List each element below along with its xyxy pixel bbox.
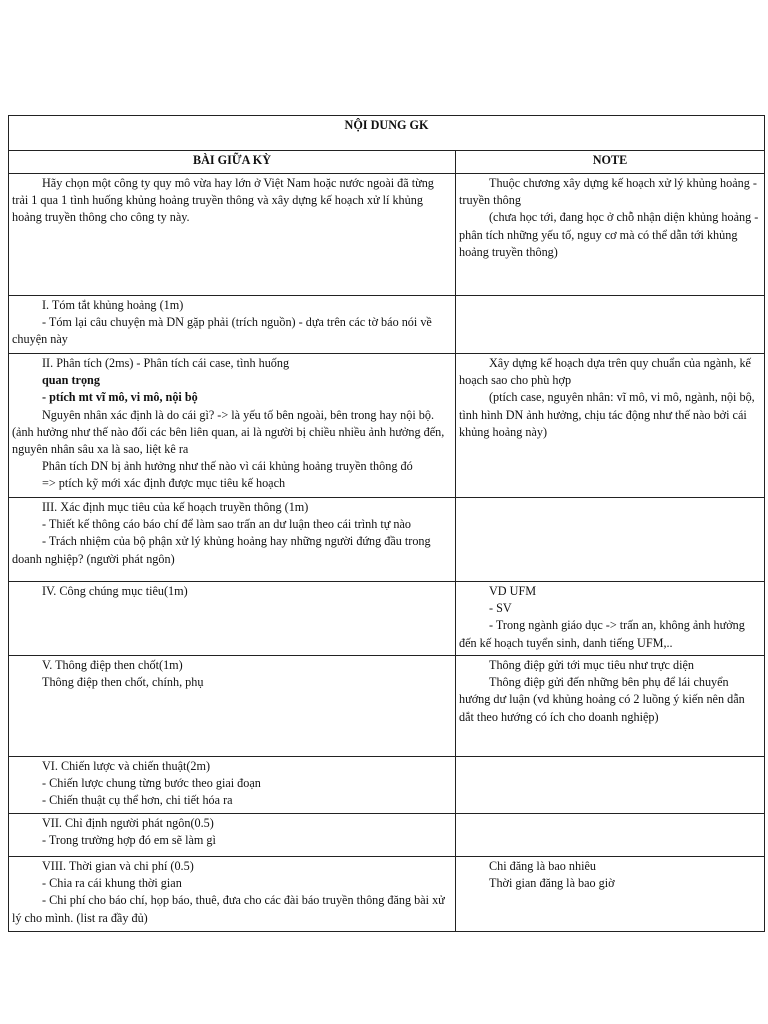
note-line: Thông điệp gửi đến những bên phụ để lái chuyển hướng dư luận (vd khủng hoảng có 2 luồng ý kiến nên dẫn dắt theo hướng có ích cho doanh nghiệp) bbox=[459, 675, 745, 724]
note-cell bbox=[456, 814, 765, 857]
table-row bbox=[9, 354, 765, 498]
content-table bbox=[8, 115, 765, 932]
assignment-line: VI. Chiến lược và chiến thuật(2m) bbox=[42, 759, 211, 773]
assignment-line: Hãy chọn một công ty quy mô vừa hay lớn ở Việt Nam hoặc nước ngoài đã từng trải 1 qua 1 tình huống khủng hoảng truyền thông và xây dựng kế hoạch xử lí khủng hoảng truyền thông cho công ty này. bbox=[12, 176, 434, 225]
assignment-line: - Trách nhiệm của bộ phận xử lý khủng hoảng hay những người đứng đầu trong doanh nghiệp? (người phát ngôn) bbox=[12, 534, 431, 566]
table-row bbox=[9, 656, 765, 757]
assignment-line: VIII. Thời gian và chi phí (0.5) bbox=[42, 859, 194, 873]
assignment-line: - ptích mt vĩ mô, vi mô, nội bộ bbox=[42, 390, 198, 405]
assignment-line: Thông điệp then chốt, chính, phụ bbox=[42, 675, 204, 690]
table-row bbox=[9, 296, 765, 354]
assignment-line: I. Tóm tắt khủng hoảng (1m) bbox=[42, 298, 184, 312]
assignment-cell bbox=[9, 857, 456, 932]
note-line: Xây dựng kế hoạch dựa trên quy chuẩn của ngành, kế hoạch sao cho phù hợp bbox=[459, 356, 751, 388]
assignment-cell bbox=[9, 814, 456, 857]
note-line: (chưa học tới, đang học ở chỗ nhận diện khủng hoảng - phân tích những yếu tố, nguy cơ mà có thể dẫn tới khủng hoảng truyền thông) bbox=[459, 210, 759, 259]
header-right: NOTE bbox=[456, 151, 765, 174]
assignment-cell bbox=[9, 174, 456, 296]
assignment-line: III. Xác định mục tiêu của kế hoạch truyền thông (1m) bbox=[42, 500, 309, 514]
assignment-line: V. Thông điệp then chốt(1m) bbox=[42, 658, 183, 672]
assignment-line: Phân tích DN bị ảnh hưởng như thế nào vì cái khủng hoảng truyền thông đó bbox=[42, 459, 413, 474]
assignment-cell bbox=[9, 656, 456, 757]
header-left: BÀI GIỮA KỲ bbox=[9, 151, 456, 174]
assignment-line: - Chiến thuật cụ thể hơn, chi tiết hóa ra bbox=[42, 793, 233, 808]
note-line: Chi đăng là bao nhiêu bbox=[489, 859, 596, 873]
table-row bbox=[9, 857, 765, 932]
note-line: Thông điệp gửi tới mục tiêu như trực diện bbox=[489, 658, 694, 672]
note-cell bbox=[456, 296, 765, 354]
header-row bbox=[9, 151, 765, 174]
assignment-line: II. Phân tích (2ms) - Phân tích cái case, tình huống bbox=[42, 356, 290, 370]
note-cell bbox=[456, 174, 765, 296]
assignment-cell bbox=[9, 582, 456, 656]
assignment-line: - Thiết kế thông cáo báo chí để làm sao trấn an dư luận theo cái trình tự nào bbox=[42, 517, 412, 532]
table-row bbox=[9, 498, 765, 582]
note-cell bbox=[456, 498, 765, 582]
note-line: - SV bbox=[489, 601, 512, 616]
title-row bbox=[9, 116, 765, 151]
assignment-line: IV. Công chúng mục tiêu(1m) bbox=[42, 584, 188, 598]
table-row bbox=[9, 757, 765, 814]
assignment-cell bbox=[9, 354, 456, 498]
assignment-line: VII. Chỉ định người phát ngôn(0.5) bbox=[42, 816, 214, 830]
assignment-line: quan trọng bbox=[42, 373, 100, 388]
assignment-line: - Chiến lược chung từng bước theo giai đoạn bbox=[42, 776, 261, 791]
note-line: Thuộc chương xây dựng kế hoạch xử lý khủng hoảng - truyền thông bbox=[459, 176, 757, 208]
table-row bbox=[9, 582, 765, 656]
note-cell bbox=[456, 582, 765, 656]
assignment-line: - Tóm lại câu chuyện mà DN gặp phải (trích nguồn) - dựa trên các tờ báo nói về chuyện này bbox=[12, 315, 432, 347]
table-row bbox=[9, 814, 765, 857]
assignment-line: Nguyên nhân xác định là do cái gì? -> là yếu tố bên ngoài, bên trong hay nội bộ. (ảnh hưởng như thế nào đối các bên liên quan, ai là người bị chiều nhiều ảnh hưởng đến, nguyên nhân sâu xa là sao, liệt kê ra bbox=[12, 407, 445, 457]
assignment-cell bbox=[9, 757, 456, 814]
assignment-line: - Chia ra cái khung thời gian bbox=[42, 876, 182, 891]
note-line: VD UFM bbox=[489, 584, 537, 598]
table-row bbox=[9, 174, 765, 296]
document-title: NỘI DUNG GK bbox=[9, 116, 765, 151]
note-cell bbox=[456, 354, 765, 498]
assignment-cell bbox=[9, 498, 456, 582]
note-cell bbox=[456, 857, 765, 932]
assignment-line: - Trong trường hợp đó em sẽ làm gì bbox=[42, 833, 216, 848]
note-line: Thời gian đăng là bao giờ bbox=[489, 876, 615, 891]
note-cell bbox=[456, 757, 765, 814]
note-line: (ptích case, nguyên nhân: vĩ mô, vi mô, ngành, nội bộ, tình hình DN ảnh hưởng, chịu tác động như thế nào bởi cái khủng hoảng này) bbox=[459, 390, 755, 439]
assignment-line: - Chi phí cho báo chí, họp báo, thuê, đưa cho các đài báo truyền thông đăng bài xử lý cho mình. (list ra đầy đủ) bbox=[12, 893, 445, 925]
assignment-cell bbox=[9, 296, 456, 354]
note-cell bbox=[456, 656, 765, 757]
assignment-line: => ptích kỹ mới xác định được mục tiêu kế hoạch bbox=[42, 476, 286, 491]
note-line: - Trong ngành giáo dục -> trấn an, không ảnh hưởng đến kế hoạch tuyển sinh, danh tiếng UFM,.. bbox=[459, 618, 745, 650]
